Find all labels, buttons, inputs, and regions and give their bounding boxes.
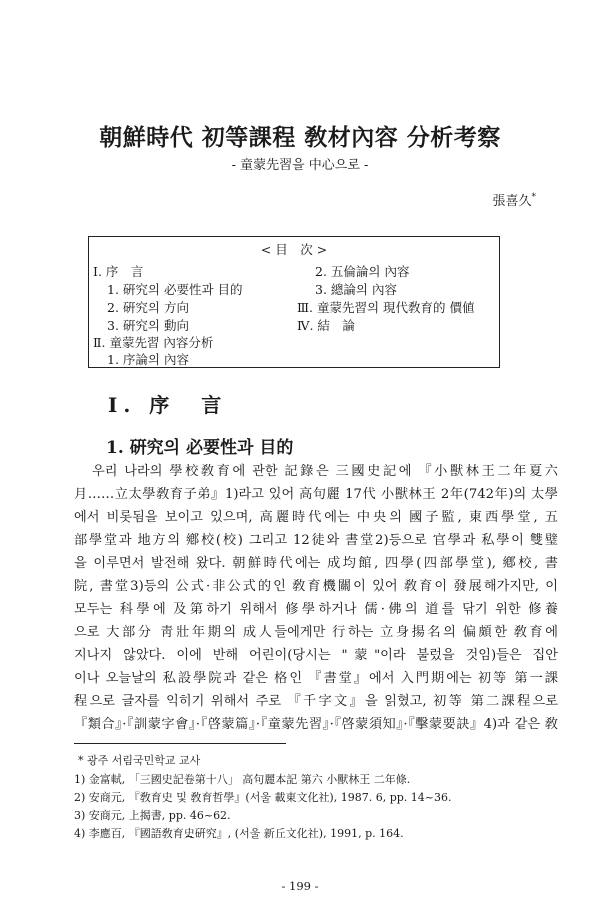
author-name-text: 張喜久 (492, 194, 532, 209)
toc-item: Ⅰ. 序 言 (93, 264, 144, 279)
body-line: 院, 書堂3)등의 公式·非公式的인 敎育機關이 있어 敎育이 發展해가지만, 이 (74, 579, 558, 594)
body-line: 月……立太學敎育子弟』1)라고 있어 高句麗 17代 小獸林王 2年(742年)의 太學 (74, 487, 558, 502)
toc-item: 1. 硏究의 必要性과 目的 (107, 282, 243, 297)
body-line: 우리 나라의 學校敎育에 관한 記錄은 三國史記에 『小獸林王二年夏六 (92, 464, 558, 479)
paper-title: 朝鮮時代 初等課程 敎材內容 分析考察 (99, 124, 501, 151)
footnote: * 광주 서림국민학교 교사 (78, 754, 201, 767)
body-line: 모두는 科學에 及第하기 위해서 修學하거나 儒·佛의 道를 닦기 위한 修養 (74, 602, 558, 617)
page-number: - 199 - (281, 879, 319, 893)
body-line: 『類合』·『訓蒙字會』·『啓蒙篇』·『童蒙先習』·『啓蒙須知』·『擊蒙要訣』4)과 같은 敎 (74, 717, 558, 732)
subsection-heading: 1. 硏究의 必要性과 目的 (106, 438, 294, 458)
toc-item: Ⅱ. 童蒙先習 內容分析 (93, 335, 214, 350)
footnote: 4) 李應百, 『國語敎育史硏究』, (서울 新丘文化社), 1991, p. 164. (74, 827, 404, 840)
paper-subtitle: - 童蒙先習을 中心으로 - (231, 158, 369, 173)
body-line: 을 이루면서 발전해 왔다. 朝鮮時代에는 成均館, 四學(四部學堂), 鄕校, 書 (74, 556, 558, 571)
toc-item: Ⅲ. 童蒙先習의 現代敎育的 價値 (297, 300, 475, 315)
body-line: 程으로 글자를 익히기 위해서 주로 『千字文』을 읽혔고, 初等 第二課程으로 (74, 694, 558, 709)
toc-item: 2. 硏究의 方向 (107, 300, 189, 315)
author-footnote-mark: * (531, 192, 536, 203)
table-of-contents (88, 236, 500, 368)
footnote: 2) 安商元, 『敎育史 및 敎育哲學』(서울 載東文化社), 1987. 6, pp. 14~36. (74, 791, 452, 804)
page-mark (186, 836, 192, 837)
body-line: 이나 오늘날의 私設學院과 같은 格인 『書堂』에서 入門期에는 初等 第一課 (74, 671, 558, 686)
author-name (492, 190, 536, 209)
footnote-divider (74, 743, 286, 744)
body-line: 에서 비롯됨을 보이고 있으며, 高麗時代에는 中央의 國子監, 東西學堂, 五 (74, 510, 558, 525)
toc-item: 3. 硏究의 動向 (107, 318, 189, 333)
toc-item: 2. 五倫論의 內容 (315, 264, 410, 279)
body-line: 으로 大部分 靑壯年期의 成人들에게만 行하는 立身揚名의 偏頗한 敎育에 (74, 625, 558, 640)
footnote: 1) 金富軾, 「三國史記卷第十八」 高句麗本記 第六 小獸林王 二年條. (74, 773, 411, 786)
toc-header: < 目 次 > (260, 242, 328, 257)
body-line: 지나지 않았다. 이에 반해 어린이(당시는 "蒙"이라 불렀을 것임)들은 집안 (74, 648, 558, 663)
toc-item: 1. 序論의 內容 (107, 352, 189, 367)
toc-item: Ⅳ. 結 論 (297, 318, 355, 333)
section-heading: Ⅰ. 序 言 (108, 393, 228, 417)
toc-item: 3. 總論의 內容 (315, 282, 397, 297)
footnote: 3) 安商元, 上揭書, pp. 46~62. (74, 809, 231, 822)
body-line: 部學堂과 地方의 鄕校(校) 그리고 12徒와 書堂2)등으로 官學과 私學이 雙璧 (74, 533, 558, 548)
